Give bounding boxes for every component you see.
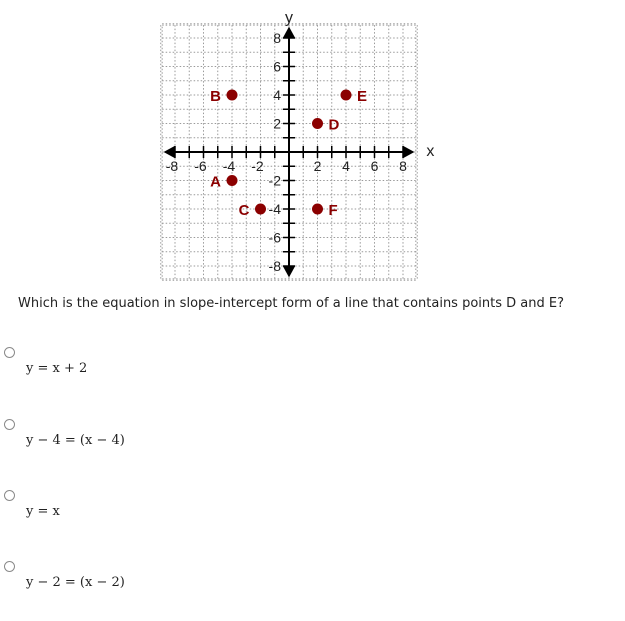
radio-button[interactable]	[4, 490, 15, 501]
x-tick-label: 4	[342, 158, 350, 174]
answer-choice-3[interactable]	[0, 490, 625, 550]
point-a-marker	[227, 175, 238, 186]
radio-button[interactable]	[4, 561, 15, 572]
choice-label: y = x	[26, 504, 60, 519]
question-text: Which is the equation in slope-intercept form of a line that contains points D and E?	[18, 296, 564, 311]
answer-choice-2[interactable]	[0, 419, 625, 479]
radio-button[interactable]	[4, 419, 15, 430]
choice-label: y − 2 = (x − 2)	[26, 575, 125, 590]
coordinate-plane	[0, 0, 625, 290]
y-tick-label: 8	[273, 30, 281, 46]
point-c-label: C	[238, 202, 250, 219]
point-b-marker	[227, 90, 238, 101]
y-tick-label: -6	[268, 229, 281, 246]
y-tick-label: -2	[268, 172, 281, 189]
x-tick-label: 6	[370, 158, 379, 174]
point-b-label: B	[210, 88, 221, 105]
y-tick-label: 2	[273, 115, 281, 132]
y-tick-label: -8	[268, 258, 281, 274]
y-tick-label: -4	[268, 201, 281, 217]
point-d-label: D	[328, 116, 340, 134]
y-tick-label: 6	[273, 58, 281, 75]
choice-label: y − 4 = (x − 4)	[26, 433, 125, 448]
point-e-marker	[341, 90, 352, 101]
point-f-label: F	[328, 202, 338, 219]
answer-choice-4[interactable]	[0, 561, 625, 621]
answer-choice-1[interactable]	[0, 347, 625, 407]
point-e-label: E	[357, 88, 368, 105]
x-tick-label: 2	[313, 158, 322, 174]
coordinate-graph	[0, 0, 625, 290]
y-axis-label: y	[285, 9, 293, 27]
x-tick-label: -4	[222, 158, 236, 174]
x-tick-label: -2	[251, 158, 264, 174]
point-f-marker	[312, 204, 323, 215]
y-tick-label: 4	[273, 87, 281, 103]
point-a-label: A	[210, 173, 221, 191]
x-axis-label: x	[426, 143, 435, 160]
point-d-marker	[312, 118, 323, 129]
x-tick-label: -8	[165, 158, 179, 174]
x-tick-label: 8	[399, 158, 407, 174]
radio-button[interactable]	[4, 347, 15, 358]
choice-label: y = x + 2	[26, 361, 88, 376]
x-tick-label: -6	[194, 158, 207, 174]
point-c-marker	[255, 204, 266, 215]
